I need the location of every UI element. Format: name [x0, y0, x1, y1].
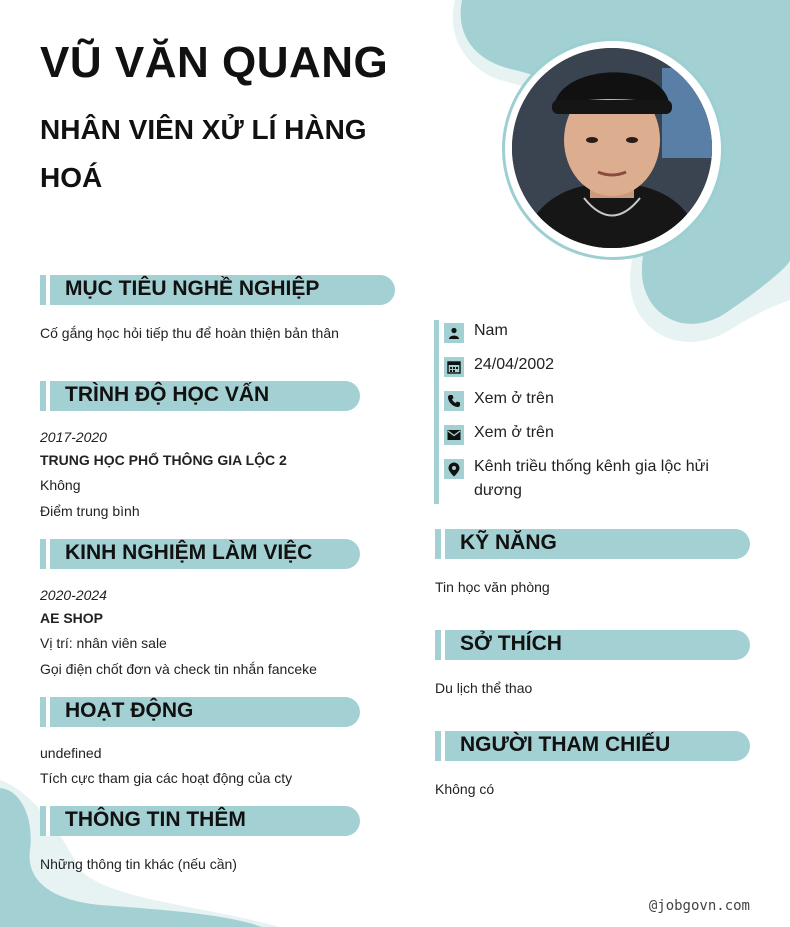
- education-major: Không: [40, 477, 81, 493]
- activities-line-2: Tích cực tham gia các hoạt động của cty: [40, 770, 293, 786]
- watermark: @jobgovn.com: [648, 898, 750, 914]
- portrait-photo: [512, 48, 712, 248]
- section-title: NGƯỜI THAM CHIẾU: [460, 733, 671, 756]
- section-header-hobbies: [435, 630, 750, 660]
- section-header-references: [435, 731, 750, 761]
- section-title: THÔNG TIN THÊM: [65, 808, 246, 831]
- section-title: KỸ NĂNG: [460, 531, 557, 554]
- references-text: Không có: [435, 781, 495, 797]
- extra-text: Những thông tin khác (nếu cần): [40, 856, 237, 872]
- experience-description: Gọi điện chốt đơn và check tin nhắn fanceke: [40, 661, 317, 677]
- contact-address: Kênh triều thống kênh gia lộc hửi dương: [474, 458, 709, 499]
- skills-text: Tin học văn phòng: [435, 579, 550, 595]
- section-header-extra: [40, 806, 360, 836]
- contact-gender: Nam: [474, 322, 508, 339]
- contact-phone: Xem ở trên: [474, 390, 554, 407]
- section-title: HOẠT ĐỘNG: [65, 699, 194, 722]
- location-icon: [444, 459, 464, 479]
- experience-company: AE SHOP: [40, 610, 104, 626]
- section-header-education: [40, 381, 360, 411]
- avatar: [512, 48, 712, 248]
- activities-line-1: undefined: [40, 745, 102, 761]
- email-icon: [444, 425, 464, 445]
- contact-divider: [434, 320, 439, 504]
- section-title: MỤC TIÊU NGHỀ NGHIỆP: [65, 277, 320, 300]
- section-header-experience: [40, 539, 360, 569]
- candidate-name: VŨ VĂN QUANG: [40, 38, 389, 87]
- hobbies-text: Du lịch thể thao: [435, 680, 533, 696]
- section-header-objective: [40, 275, 395, 305]
- education-grade: Điểm trung bình: [40, 503, 140, 519]
- objective-text: Cố gắng học hỏi tiếp thu để hoàn thiện bản thân: [40, 325, 339, 341]
- experience-position: Vị trí: nhân viên sale: [40, 635, 167, 651]
- section-title: SỞ THÍCH: [460, 632, 562, 655]
- section-header-activities: [40, 697, 360, 727]
- person-icon: [444, 323, 464, 343]
- job-title: NHÂN VIÊN XỬ LÍ HÀNG HOÁ: [40, 114, 367, 193]
- calendar-icon: [444, 357, 464, 377]
- section-header-skills: [435, 529, 750, 559]
- section-title: KINH NGHIỆM LÀM VIỆC: [65, 541, 313, 564]
- contact-birthday: 24/04/2002: [474, 356, 555, 373]
- education-period: 2017-2020: [40, 429, 107, 445]
- education-school: TRUNG HỌC PHỔ THÔNG GIA LỘC 2: [40, 452, 287, 468]
- section-title: TRÌNH ĐỘ HỌC VẤN: [65, 383, 270, 406]
- phone-icon: [444, 391, 464, 411]
- experience-period: 2020-2024: [40, 587, 107, 603]
- contact-email: Xem ở trên: [474, 424, 554, 441]
